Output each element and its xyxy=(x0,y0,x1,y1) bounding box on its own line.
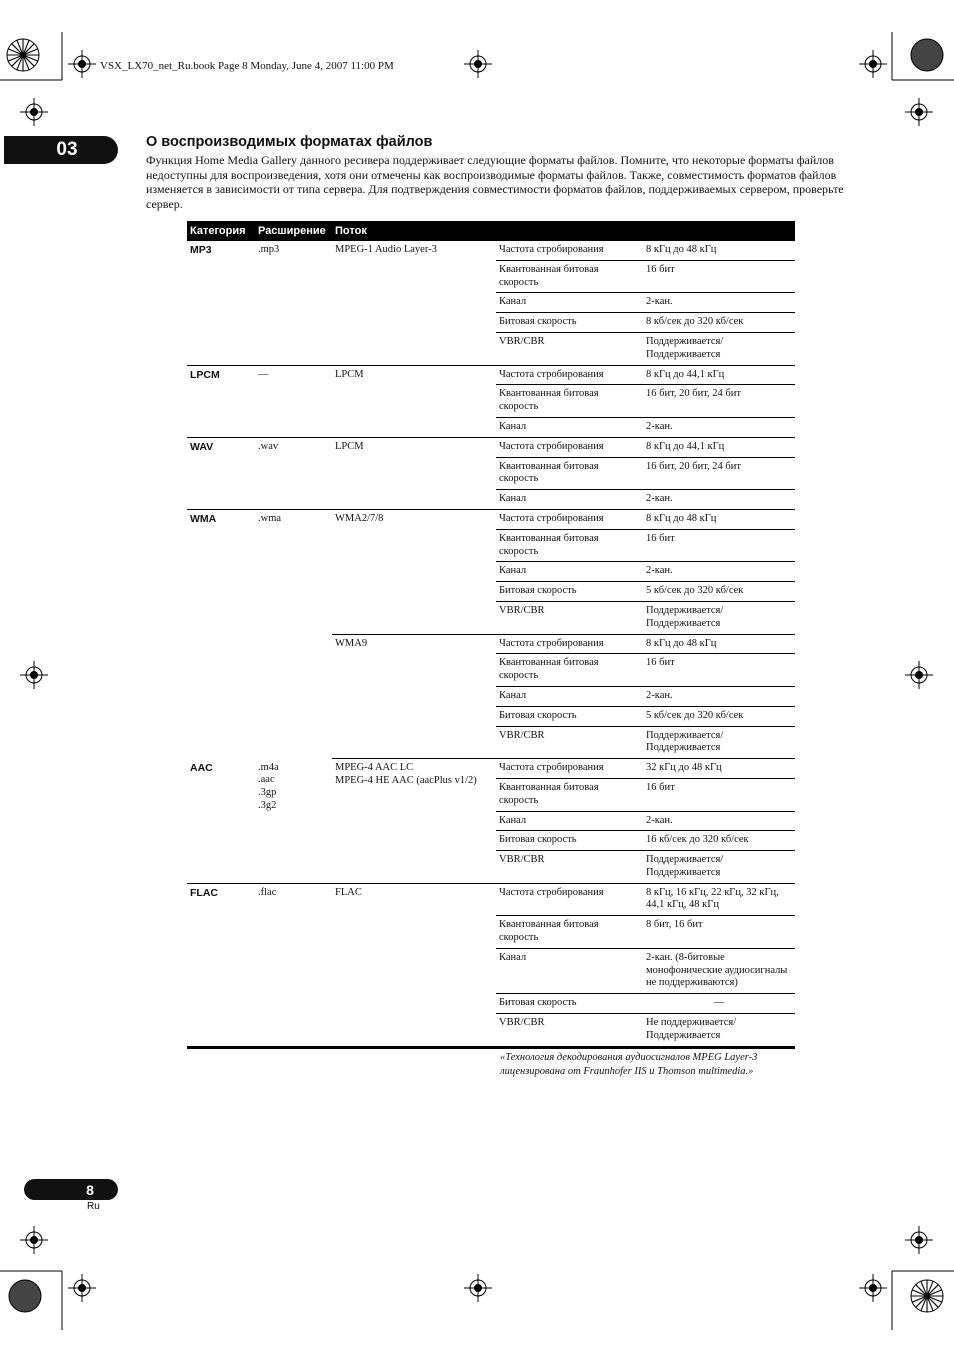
property-value: 16 бит xyxy=(643,654,795,687)
format-stream: LPCM xyxy=(332,437,496,509)
table-header-row xyxy=(187,221,795,241)
property-value: 16 бит, 20 бит, 24 бит xyxy=(643,457,795,490)
property-name: Битовая скорость xyxy=(496,706,643,726)
property-value: Поддерживается/ Поддерживается xyxy=(643,726,795,759)
format-extension: .wav xyxy=(255,437,332,509)
property-value: 2-кан. xyxy=(643,811,795,831)
property-name: Квантованная битовая скорость xyxy=(496,385,643,418)
intro-paragraph: Функция Home Media Gallery данного ресивера поддерживает следующие форматы файлов. Помните, что некоторые форматы файлов недоступны для воспроизведения, хотя они отмечены как воспроизводимые форматы файлов. Также, совместимость форматов файлов изменяется в зависимости от типа сервера. Для подтверждения совместимости форматов файлов, поддерживаемых сервером, проверьте сервер. xyxy=(146,153,844,211)
property-name: Канал xyxy=(496,686,643,706)
property-name: Битовая скорость xyxy=(496,582,643,602)
property-name: Канал xyxy=(496,811,643,831)
file-format-table xyxy=(187,221,795,1049)
format-extension: .mp3 xyxy=(255,241,332,365)
property-name: Квантованная битовая скорость xyxy=(496,654,643,687)
format-extension: — xyxy=(255,365,332,437)
property-name: VBR/CBR xyxy=(496,726,643,759)
property-name: Канал xyxy=(496,417,643,437)
format-stream: MPEG-4 AAC LC MPEG-4 HE AAC (aacPlus v1/2) xyxy=(332,759,496,884)
property-name: Частота стробирования xyxy=(496,437,643,457)
property-name: Квантованная битовая скорость xyxy=(496,778,643,811)
table-row xyxy=(187,437,795,457)
format-category: FLAC xyxy=(187,883,255,1047)
property-name: VBR/CBR xyxy=(496,851,643,884)
property-name: Битовая скорость xyxy=(496,831,643,851)
property-value: 32 кГц до 48 кГц xyxy=(643,759,795,779)
property-name: Частота стробирования xyxy=(496,883,643,916)
table-row xyxy=(187,241,795,260)
property-value: 2-кан. xyxy=(643,686,795,706)
header-category: Категория xyxy=(187,221,255,241)
chapter-tab xyxy=(4,136,118,164)
format-stream: WMA2/7/8 xyxy=(332,509,496,634)
property-value: 8 кГц до 48 кГц xyxy=(643,634,795,654)
property-value: 8 кГц до 44,1 кГц xyxy=(643,365,795,385)
property-value: 16 бит xyxy=(643,260,795,293)
page-number: 8 xyxy=(86,1181,94,1198)
property-name: Частота стробирования xyxy=(496,509,643,529)
property-name: VBR/CBR xyxy=(496,332,643,365)
table-row xyxy=(187,365,795,385)
property-value: 8 кГц до 48 кГц xyxy=(643,509,795,529)
property-value: 2-кан. xyxy=(643,293,795,313)
property-name: Частота стробирования xyxy=(496,365,643,385)
property-name: Частота стробирования xyxy=(496,634,643,654)
format-extension: .flac xyxy=(255,883,332,1047)
property-value: 2-кан. (8-битовые монофонические аудиосигналы не поддерживаются) xyxy=(643,948,795,993)
format-category: WMA xyxy=(190,512,217,525)
property-value: 5 кб/сек до 320 кб/сек xyxy=(643,706,795,726)
property-name: Канал xyxy=(496,562,643,582)
page-number-tab xyxy=(24,1179,118,1200)
header-extension: Расширение xyxy=(255,221,332,241)
property-value: 2-кан. xyxy=(643,490,795,510)
property-value: 8 кГц, 16 кГц, 22 кГц, 32 кГц, 44,1 кГц, 48 кГц xyxy=(643,883,795,916)
format-stream: FLAC xyxy=(332,883,496,1047)
property-value: Поддерживается/ Поддерживается xyxy=(643,851,795,884)
property-name: Квантованная битовая скорость xyxy=(496,916,643,949)
property-name: Битовая скорость xyxy=(496,313,643,333)
property-value: 16 бит, 20 бит, 24 бит xyxy=(643,385,795,418)
chapter-number: 03 xyxy=(56,139,78,160)
format-category: MP3 xyxy=(187,241,255,365)
property-name: Битовая скорость xyxy=(496,994,643,1014)
property-value: Поддерживается/ Поддерживается xyxy=(643,332,795,365)
license-note: «Технология декодирования аудиосигналов MPEG Layer-3 лицензирована от Fraunhofer IIS и Thomson multimedia.» xyxy=(500,1052,758,1077)
table-row xyxy=(187,759,795,779)
property-name: VBR/CBR xyxy=(496,601,643,634)
table-body xyxy=(187,241,795,1047)
property-name: Канал xyxy=(496,490,643,510)
property-value: Не поддерживается/ Поддерживается xyxy=(646,1017,737,1041)
property-value: 16 бит xyxy=(643,778,795,811)
section-title: О воспроизводимых форматах файлов xyxy=(146,134,433,150)
page-language: Ru xyxy=(87,1201,100,1212)
property-name: Канал xyxy=(496,948,643,993)
property-value: 8 кГц до 44,1 кГц xyxy=(643,437,795,457)
format-extension: .wma xyxy=(258,512,282,524)
format-stream: MPEG-1 Audio Layer-3 xyxy=(332,241,496,365)
property-value: 16 бит xyxy=(643,529,795,562)
format-stream: LPCM xyxy=(332,365,496,437)
property-name: Квантованная битовая скорость xyxy=(496,457,643,490)
format-extension: .m4a .aac .3gp .3g2 xyxy=(255,759,332,884)
property-value: 5 кб/сек до 320 кб/сек xyxy=(643,582,795,602)
property-value: 8 кГц до 48 кГц xyxy=(643,241,795,260)
header-stream: Поток xyxy=(332,221,795,241)
format-category: LPCM xyxy=(187,365,255,437)
property-name: Канал xyxy=(496,293,643,313)
property-value: 2-кан. xyxy=(643,417,795,437)
property-value: Поддерживается/ Поддерживается xyxy=(643,601,795,634)
property-value: 8 кб/сек до 320 кб/сек xyxy=(643,313,795,333)
book-file-info: VSX_LX70_net_Ru.book Page 8 Monday, June 4, 2007 11:00 PM xyxy=(100,60,394,72)
format-category: AAC xyxy=(187,759,255,884)
property-value: — xyxy=(643,994,795,1014)
property-value: 16 кб/сек до 320 кб/сек xyxy=(643,831,795,851)
format-stream: WMA9 xyxy=(332,634,496,759)
property-name: Частота стробирования xyxy=(496,241,643,260)
table-row xyxy=(187,883,795,916)
table-row xyxy=(187,509,795,529)
property-name: Квантованная битовая скорость xyxy=(496,260,643,293)
property-value: 2-кан. xyxy=(643,562,795,582)
property-name: Квантованная битовая скорость xyxy=(496,529,643,562)
property-value: 8 бит, 16 бит xyxy=(643,916,795,949)
format-category: WAV xyxy=(187,437,255,509)
property-name: Частота стробирования xyxy=(496,759,643,779)
property-name: VBR/CBR xyxy=(499,1017,545,1029)
